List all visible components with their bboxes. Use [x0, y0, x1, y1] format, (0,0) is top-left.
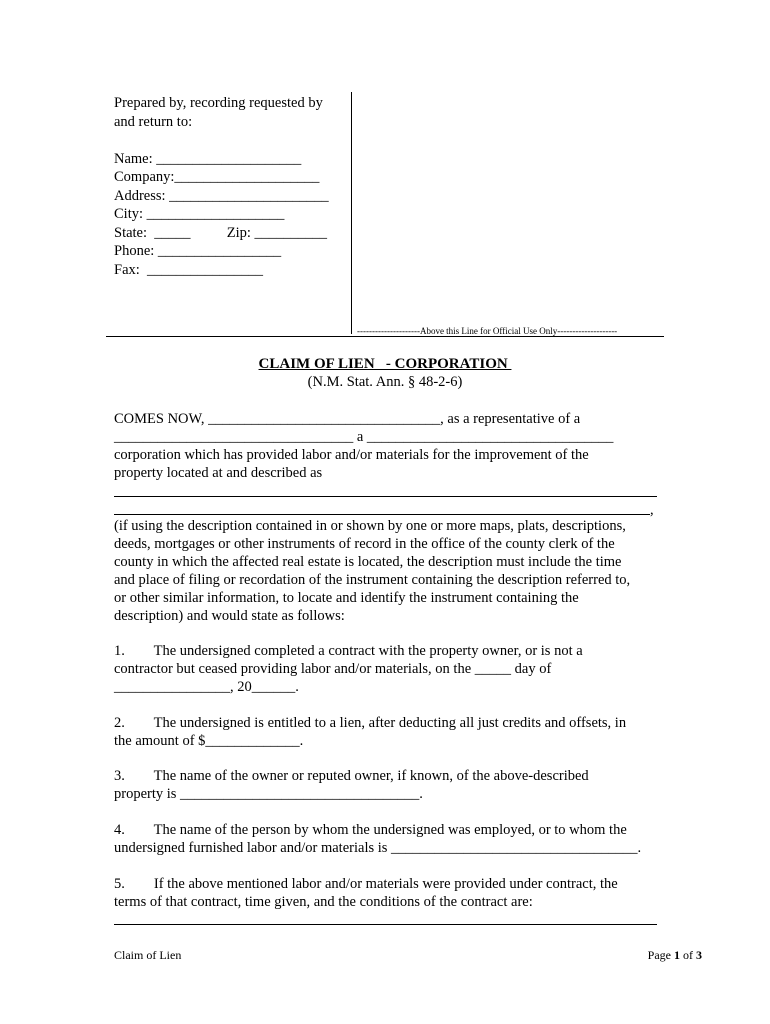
item-3-line: 3. The name of the owner or reputed owner, if known, of the above-described	[114, 768, 589, 784]
contract-terms-line[interactable]	[114, 924, 657, 925]
item-4-line: 4. The name of the person by whom the undersigned was employed, or to whom the	[114, 822, 627, 838]
intro-line2[interactable]: _________________________________ a __________________________________	[114, 429, 614, 445]
statute-citation: (N.M. Stat. Ann. § 48-2-6)	[307, 374, 463, 390]
name-field[interactable]: Name: ____________________	[114, 150, 302, 167]
item-1-line: 1. The undersigned completed a contract with the property owner, or is not a	[114, 643, 583, 659]
footer-title: Claim of Lien	[114, 948, 182, 962]
property-description-line1[interactable]	[114, 496, 657, 497]
intro-paragraph	[114, 410, 659, 482]
official-use-label: ---------------------Above this Line for Official Use Only--------------------	[357, 326, 618, 336]
item-1-line[interactable]: contractor but ceased providing labor and/or materials, on the _____ day of	[114, 661, 552, 677]
property-description-comma: ,	[650, 502, 654, 518]
prepared-by-line1: Prepared by, recording requested by	[114, 95, 323, 111]
intro-line4: property located at and described as	[114, 465, 323, 481]
address-field[interactable]: Address: ______________________	[114, 187, 329, 204]
prepared-by-line2: and return to:	[114, 113, 193, 130]
item-3-line[interactable]: property is _________________________________.	[114, 786, 423, 802]
item-5	[114, 875, 659, 911]
item-2	[114, 714, 659, 750]
item-1	[114, 642, 659, 696]
company-field[interactable]: Company:____________________	[114, 169, 320, 185]
page-number	[648, 948, 702, 962]
item-1-line[interactable]: ________________, 20______.	[114, 679, 299, 695]
description-line: or other similar information, to locate and identify the instrument containing the	[114, 590, 579, 606]
intro-line1[interactable]: COMES NOW, ________________________________, as a representative of a	[114, 411, 581, 427]
description-line: deeds, mortgages or other instruments of record in the office of the county clerk of the	[114, 536, 615, 552]
phone-field[interactable]: Phone: _________________	[114, 243, 282, 259]
page-of: of	[680, 948, 696, 962]
page-prefix: Page	[647, 948, 674, 962]
item-2-line[interactable]: the amount of $_____________.	[114, 733, 304, 749]
item-4-line[interactable]: undersigned furnished labor and/or materials is __________________________________.	[114, 840, 642, 856]
fax-field[interactable]: Fax: ________________	[114, 261, 264, 278]
item-5-line: 5. If the above mentioned labor and/or materials were provided under contract, the	[114, 876, 618, 892]
description-line: county in which the affected real estate is located, the description must include the time	[114, 554, 622, 570]
document-title-text: CLAIM OF LIEN - CORPORATION	[258, 356, 512, 372]
document-title	[0, 356, 770, 373]
intro-line3: corporation which has provided labor and/or materials for the improvement of the	[114, 447, 589, 463]
item-5-line: terms of that contract, time given, and the conditions of the contract are:	[114, 894, 533, 910]
item-3	[114, 767, 659, 803]
item-4	[114, 821, 659, 857]
state-zip-field[interactable]: State: _____ Zip: __________	[114, 224, 328, 241]
city-field[interactable]: City: ___________________	[114, 206, 285, 222]
property-description-line2[interactable]	[114, 514, 650, 515]
description-line: description) and would state as follows:	[114, 608, 345, 624]
item-2-line: 2. The undersigned is entitled to a lien, after deducting all just credits and offsets, in	[114, 715, 627, 731]
description-line: (if using the description contained in or shown by one or more maps, plats, descriptions,	[114, 518, 626, 534]
header-vertical-divider	[351, 92, 352, 334]
description-line: and place of filing or recordation of the instrument containing the description referred to,	[114, 572, 631, 588]
return-address-block	[114, 94, 329, 279]
header-horizontal-divider	[106, 336, 664, 337]
page-current: 1	[674, 948, 680, 962]
page-total: 3	[696, 948, 702, 962]
description-paragraph	[114, 517, 659, 625]
